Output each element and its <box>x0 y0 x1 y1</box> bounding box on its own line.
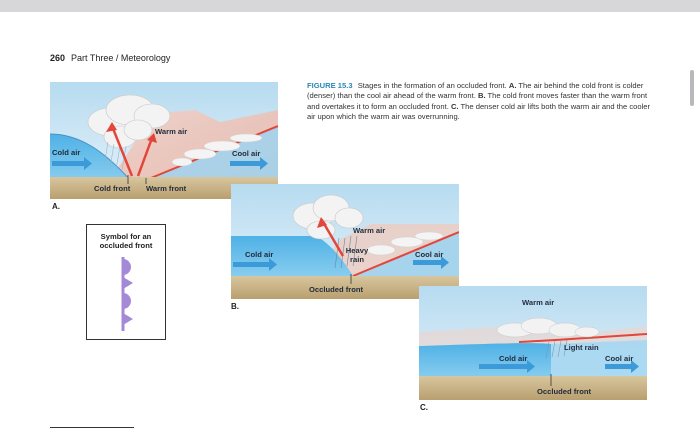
panel-c-letter: C. <box>420 403 428 412</box>
light-rain-label: Light rain <box>564 343 599 352</box>
scrollbar-thumb[interactable] <box>690 70 694 106</box>
occluded-front-symbol-box <box>86 224 166 340</box>
occluded-front-symbol-icon <box>87 225 165 339</box>
occluded-front-label: Occluded front <box>309 285 364 294</box>
warm-air-label: Warm air <box>353 226 386 235</box>
caption-letter-a: A. <box>508 81 517 90</box>
panel-a-illustration <box>50 82 278 199</box>
caption-text-b: The cold front moves faster than the warm front and overtakes it to form an occluded front. <box>307 91 648 111</box>
warm-front-label: Warm front <box>146 184 187 193</box>
symbol-title: Symbol for an occluded front <box>99 232 153 250</box>
caption-text-c: The denser cold air lifts both the warm air and the cooler air upon which the warm air was overrunning. <box>307 101 651 122</box>
panel-c-illustration <box>419 286 647 400</box>
cold-front-label: Cold front <box>94 184 131 193</box>
figure-caption <box>307 81 652 123</box>
cool-air-label: Cool air <box>232 149 261 158</box>
footnote-rule <box>50 427 134 428</box>
caption-letter-c: C. <box>450 101 459 111</box>
heavy-rain-label: Heavy rain <box>345 246 369 264</box>
cool-air-arrow <box>605 364 631 369</box>
cold-air-label: Cold air <box>52 148 81 157</box>
ground <box>419 376 647 400</box>
panel-b-drawing <box>231 184 459 299</box>
cool-air-label: Cool air <box>415 250 444 259</box>
panel-a-drawing <box>50 82 278 199</box>
browser-top-bar <box>0 0 700 12</box>
cold-air-label: Cold air <box>245 250 274 259</box>
cold-air-arrow <box>479 364 527 369</box>
panel-b-letter: B. <box>231 302 239 311</box>
cool-air-arrow <box>413 260 441 265</box>
figure-label: FIGURE 15.3 <box>307 81 353 90</box>
page-header <box>50 53 170 63</box>
caption-text-a: The air behind the cold front is colder (denser) than the cool air ahead of the warm front. <box>307 81 644 101</box>
part-title: Part Three / Meteorology <box>71 53 171 63</box>
occluded-front-label: Occluded front <box>537 387 592 396</box>
warm-air-label: Warm air <box>155 127 188 136</box>
cold-air-arrow <box>233 262 269 267</box>
cold-air-label: Cold air <box>499 354 528 363</box>
page-number: 260 <box>50 53 66 63</box>
warm-air-label: Warm air <box>522 298 555 307</box>
caption-intro: Stages in the formation of an occluded front. <box>357 81 507 90</box>
cool-air-label: Cool air <box>605 354 634 363</box>
caption-letter-b: B. <box>477 91 486 101</box>
panel-b-illustration <box>231 184 459 299</box>
cool-air-arrow <box>230 161 260 166</box>
panel-a-letter: A. <box>52 202 60 211</box>
cold-air-arrow <box>52 161 84 166</box>
cold-air-mass <box>419 343 551 378</box>
